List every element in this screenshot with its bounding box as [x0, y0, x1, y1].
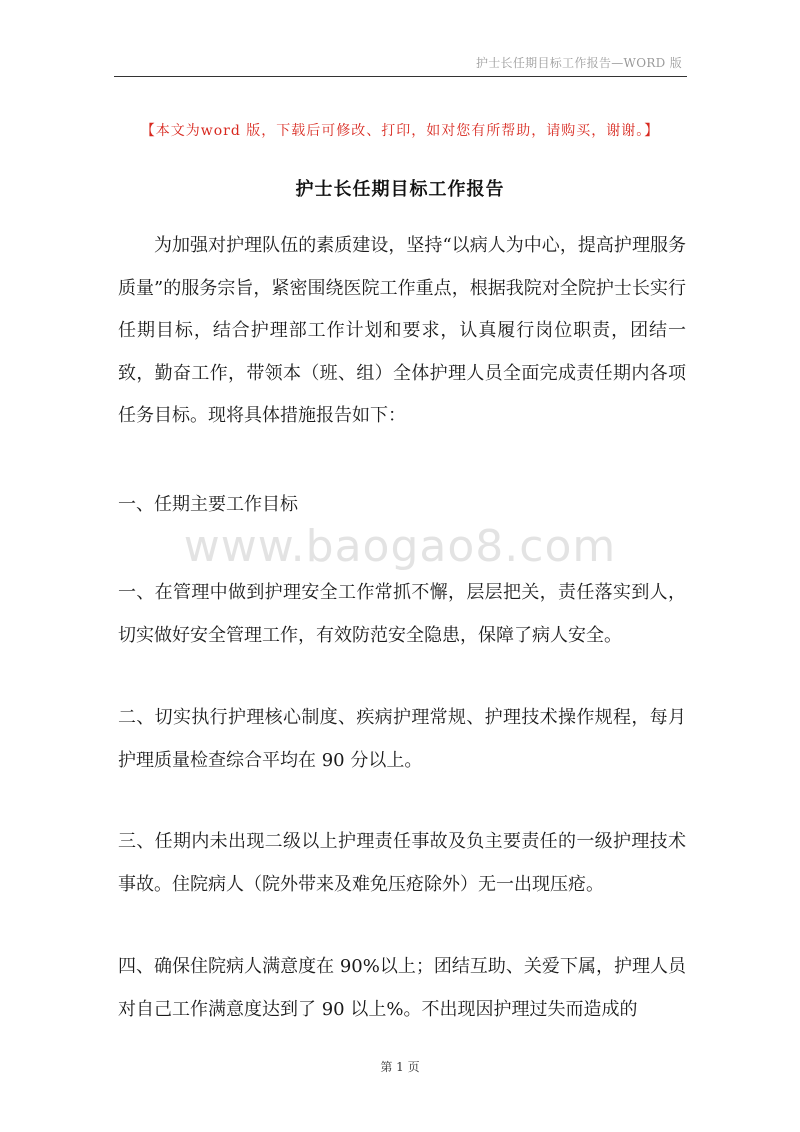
goal-item-2: 二、切实执行护理核心制度、疾病护理常规、护理技术操作规程，每月护理质量检查综合平均在 90 分以上。	[118, 707, 686, 771]
watermark: www.baogao8.com	[183, 521, 617, 572]
download-notice: 【本文为word 版，下载后可修改、打印，如对您有所帮助，请购买，谢谢。】	[140, 123, 660, 139]
page-number: 第 1 页	[380, 1060, 420, 1074]
running-header: 护士长任期目标工作报告—WORD 版	[475, 56, 682, 70]
goal-item-1: 一、在管理中做到护理安全工作常抓不懈，层层把关，责任落实到人，切实做好安全管理工作，有效防范安全隐患，保障了病人安全。	[118, 582, 686, 646]
header-divider	[114, 76, 687, 77]
goal-item-3: 三、任期内未出现二级以上护理责任事故及负主要责任的一级护理技术事故。住院病人（院外带来及难免压疮除外）无一出现压疮。	[118, 831, 686, 895]
intro-paragraph: 为加强对护理队伍的素质建设，坚持“以病人为中心，提高护理服务质量”的服务宗旨，紧密围绕医院工作重点，根据我院对全院护士长实行任期目标，结合护理部工作计划和要求，认真履行岗位职责，团结一致，勤奋工作，带领本（班、组）全体护理人员全面完成责任期内各项任务目标。现将具体措施报告如下：	[118, 235, 686, 426]
section-heading: 一、任期主要工作目标	[118, 494, 298, 515]
document-title: 护士长任期目标工作报告	[295, 179, 505, 200]
goal-item-4: 四、确保住院病人满意度在 90%以上；团结互助、关爱下属，护理人员对自己工作满意度达到了 90 以上%。不出现因护理过失而造成的	[118, 956, 686, 1020]
